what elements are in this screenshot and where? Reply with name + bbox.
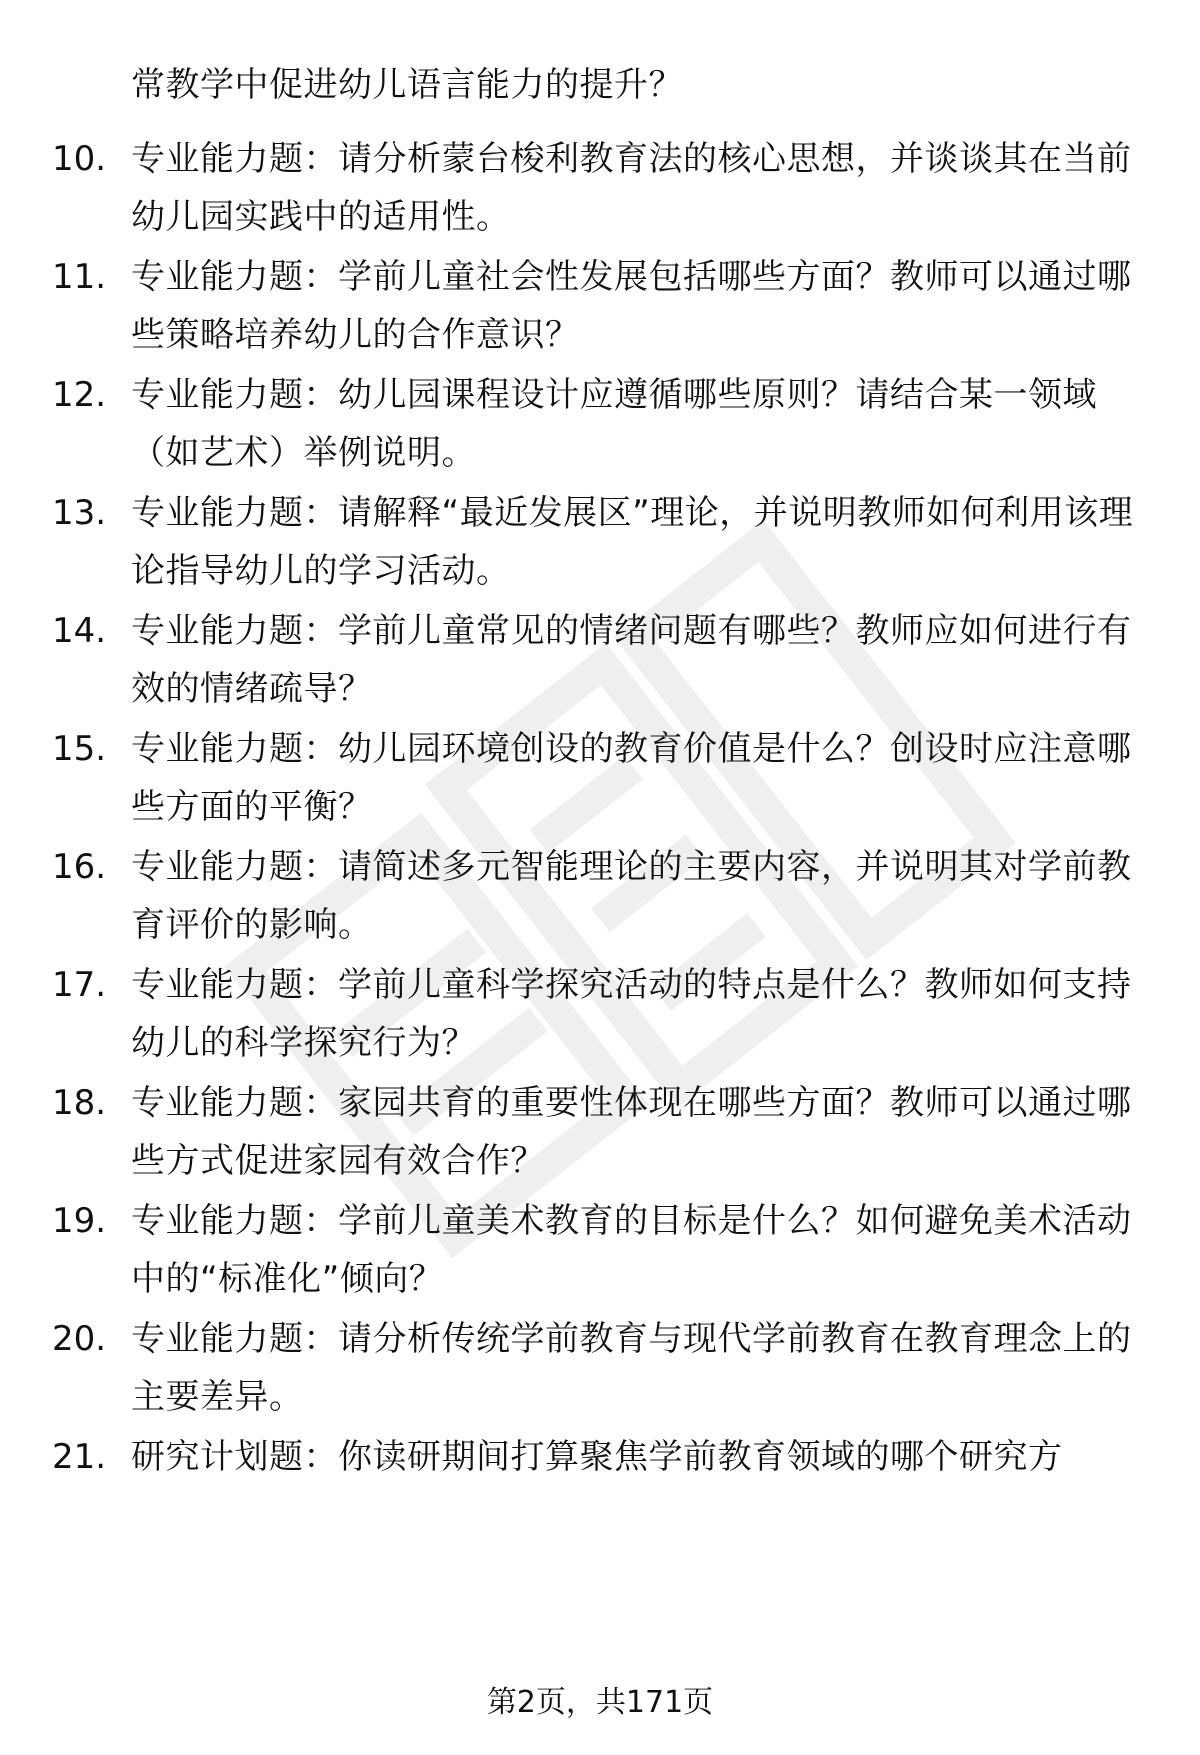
question-text: 专业能力题：幼儿园环境创设的教育价值是什么？创设时应注意哪些方面的平衡？: [131, 729, 1132, 827]
question-number: 16.: [52, 847, 107, 887]
question-number: 12.: [52, 375, 107, 415]
question-number: 13.: [52, 493, 107, 533]
question-text: 专业能力题：学前儿童社会性发展包括哪些方面？教师可以通过哪些策略培养幼儿的合作意识？: [131, 257, 1132, 355]
question-text: 专业能力题：学前儿童美术教育的目标是什么？如何避免美术活动中的“标准化”倾向？: [131, 1201, 1132, 1299]
question-text: 专业能力题：家园共育的重要性体现在哪些方面？教师可以通过哪些方式促进家园有效合作？: [131, 1083, 1132, 1181]
question-number: 19.: [52, 1201, 107, 1241]
question-text: 专业能力题：请分析蒙台梭利教育法的核心思想，并谈谈其在当前幼儿园实践中的适用性。: [131, 139, 1132, 237]
question-text: 专业能力题：请分析传统学前教育与现代学前教育在教育理念上的主要差异。: [131, 1319, 1132, 1417]
question-number: 14.: [52, 611, 107, 651]
question-number: 11.: [52, 257, 107, 297]
question-text: 专业能力题：幼儿园课程设计应遵循哪些原则？请结合某一领域（如艺术）举例说明。: [131, 375, 1097, 473]
question-number: 10.: [52, 139, 107, 179]
question-text: 专业能力题：学前儿童常见的情绪问题有哪些？教师应如何进行有效的情绪疏导？: [131, 611, 1132, 709]
question-number: 15.: [52, 729, 107, 769]
question-text: 专业能力题：请解释“最近发展区”理论，并说明教师如何利用该理论指导幼儿的学习活动。: [131, 493, 1134, 591]
question-number: 20.: [52, 1319, 107, 1359]
question-text: 专业能力题：请简述多元智能理论的主要内容，并说明其对学前教育评价的影响。: [131, 847, 1132, 945]
question-number: 18.: [52, 1083, 107, 1123]
question-text: 专业能力题：学前儿童科学探究活动的特点是什么？教师如何支持幼儿的科学探究行为？: [131, 965, 1132, 1063]
question-number: 17.: [52, 965, 107, 1005]
continuation-text: 常教学中促进幼儿语言能力的提升？: [131, 65, 683, 105]
page-footer: 第2页，共171页: [486, 1685, 714, 1720]
question-text: 研究计划题：你读研期间打算聚焦学前教育领域的哪个研究方: [131, 1437, 1063, 1477]
question-number: 21.: [52, 1437, 107, 1477]
